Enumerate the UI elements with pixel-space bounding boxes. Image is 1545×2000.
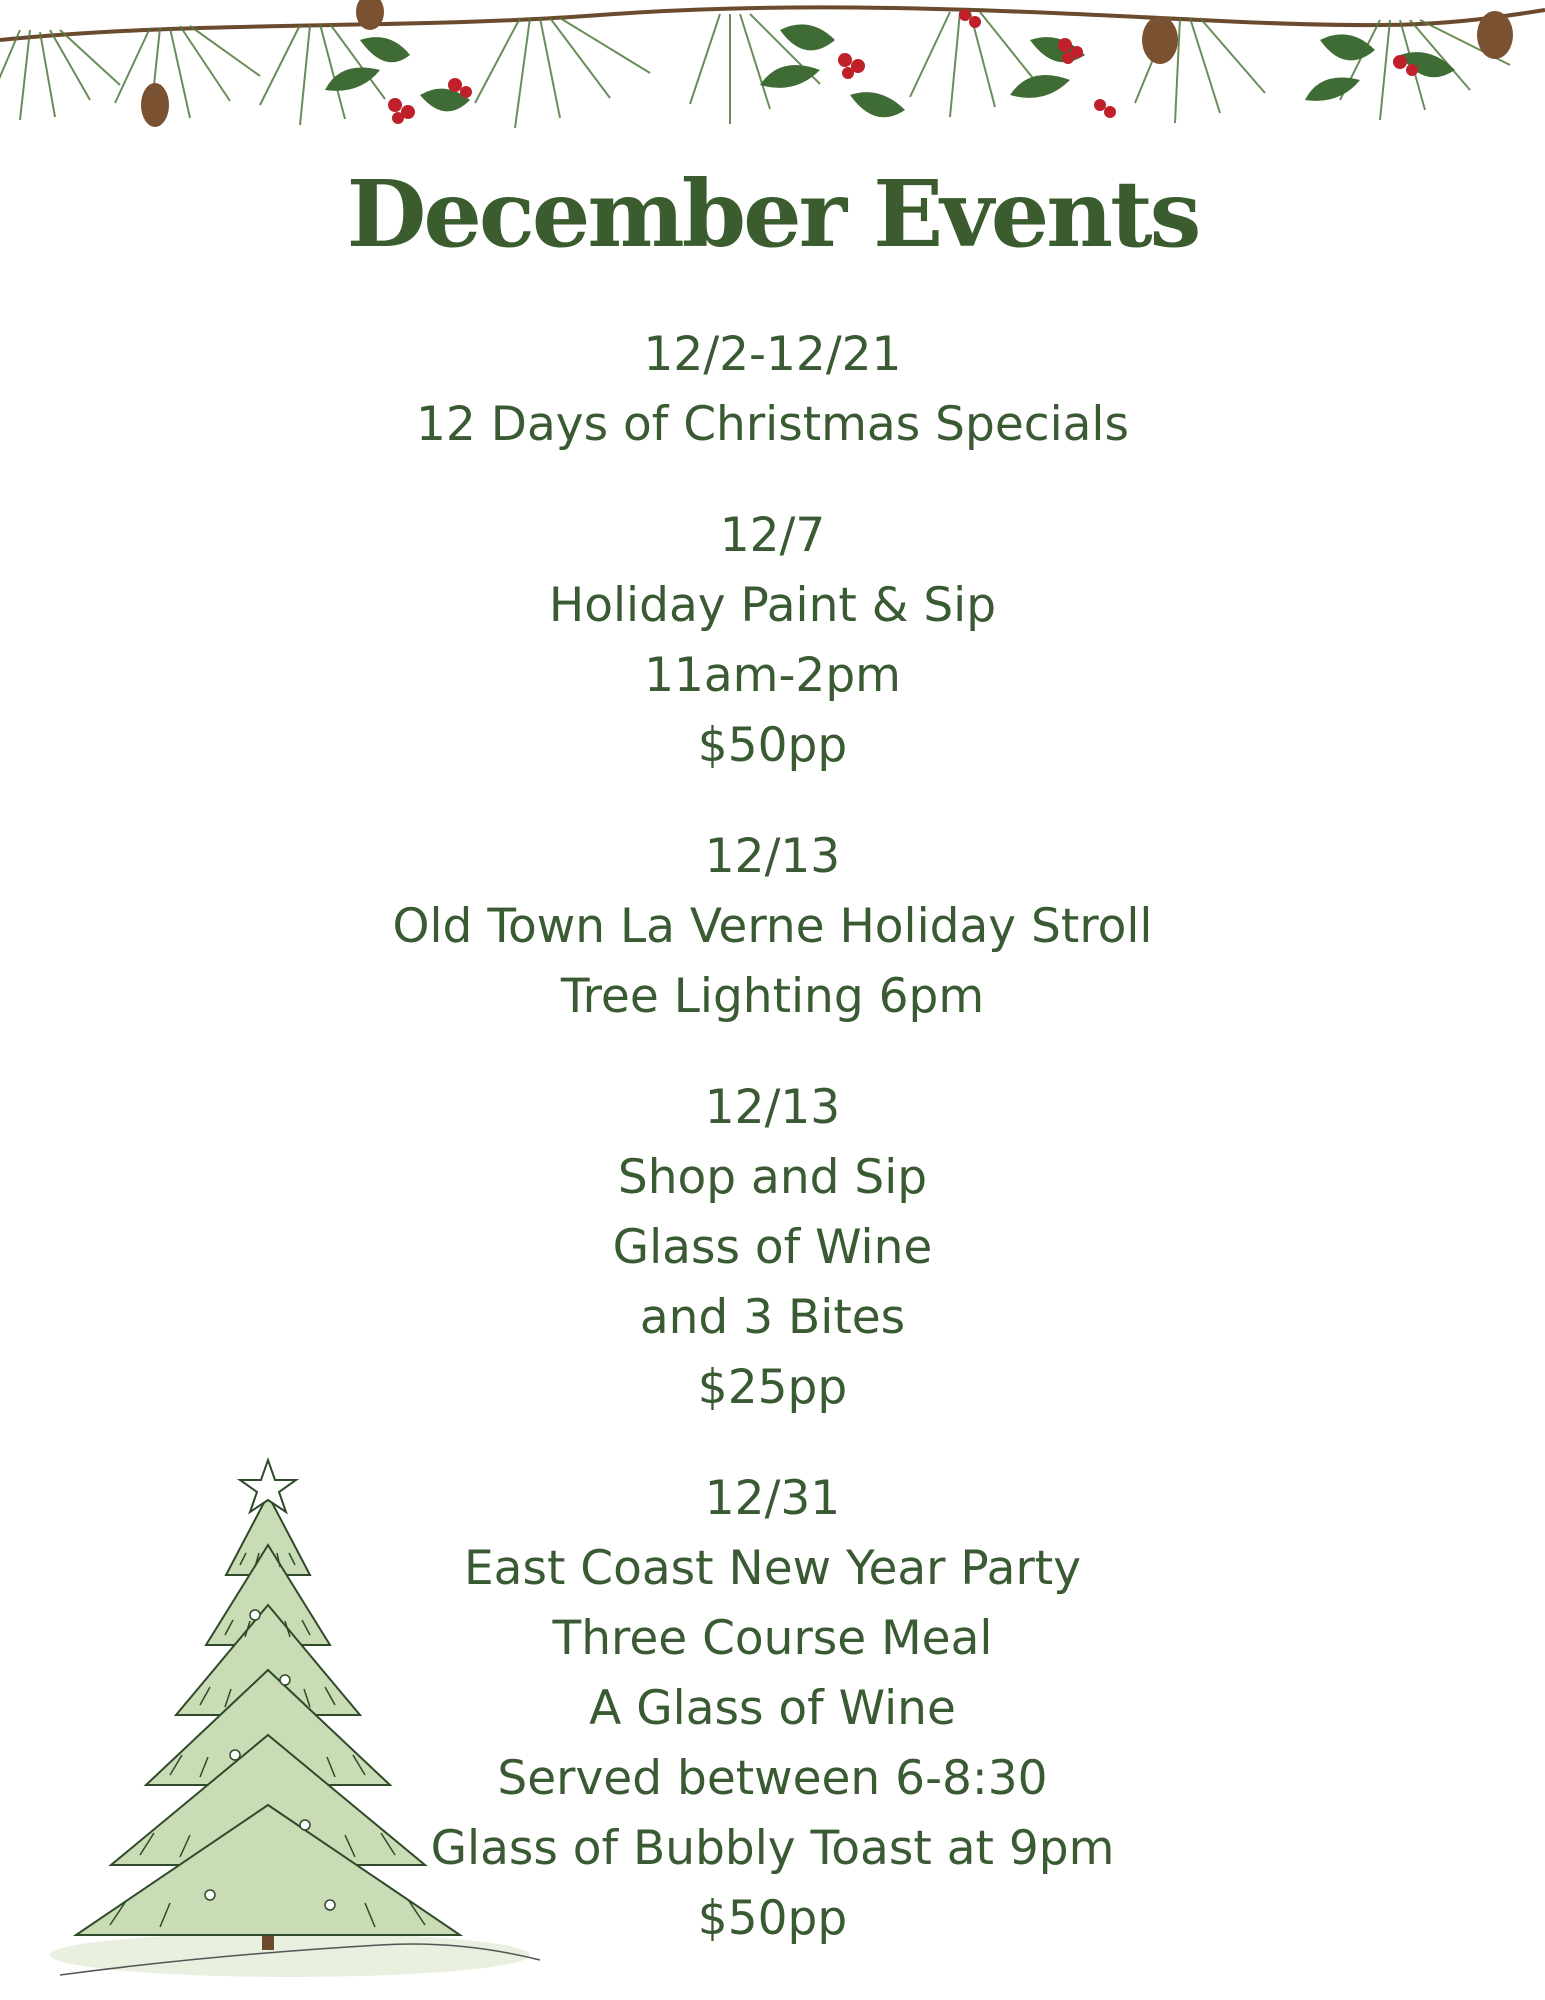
event-item [0, 822, 1545, 1032]
event-detail: A Glass of Wine [589, 1681, 956, 1736]
event-date: 12/31 [704, 1471, 841, 1526]
event-item [0, 320, 1545, 460]
christmas-tree-illustration [40, 1455, 560, 1985]
event-title: East Coast New Year Party [463, 1541, 1082, 1596]
event-date: 12/13 [704, 829, 841, 884]
pine-holly-garland-illustration [0, 0, 1545, 175]
event-date: 12/13 [704, 1080, 841, 1135]
event-title: Shop and Sip [617, 1150, 928, 1205]
event-title: 12 Days of Christmas Specials [416, 397, 1129, 452]
event-detail: Glass of Wine [612, 1220, 933, 1275]
event-detail: Served between 6-8:30 [497, 1751, 1048, 1806]
event-item [0, 1073, 1545, 1423]
event-detail: and 3 Bites [639, 1290, 906, 1345]
page-title: December Events [346, 160, 1199, 268]
event-price: $25pp [697, 1360, 848, 1415]
event-date: 12/2-12/21 [643, 327, 902, 382]
event-date: 12/7 [719, 508, 826, 563]
event-price: $50pp [697, 1891, 848, 1946]
event-time: 11am-2pm [644, 648, 901, 703]
event-detail: Tree Lighting 6pm [560, 969, 985, 1024]
event-detail: Three Course Meal [552, 1611, 993, 1666]
event-detail: Glass of Bubbly Toast at 9pm [430, 1821, 1115, 1876]
event-title: Old Town La Verne Holiday Stroll [392, 899, 1153, 954]
event-price: $50pp [697, 718, 848, 773]
event-item [0, 501, 1545, 781]
event-title: Holiday Paint & Sip [548, 578, 997, 633]
